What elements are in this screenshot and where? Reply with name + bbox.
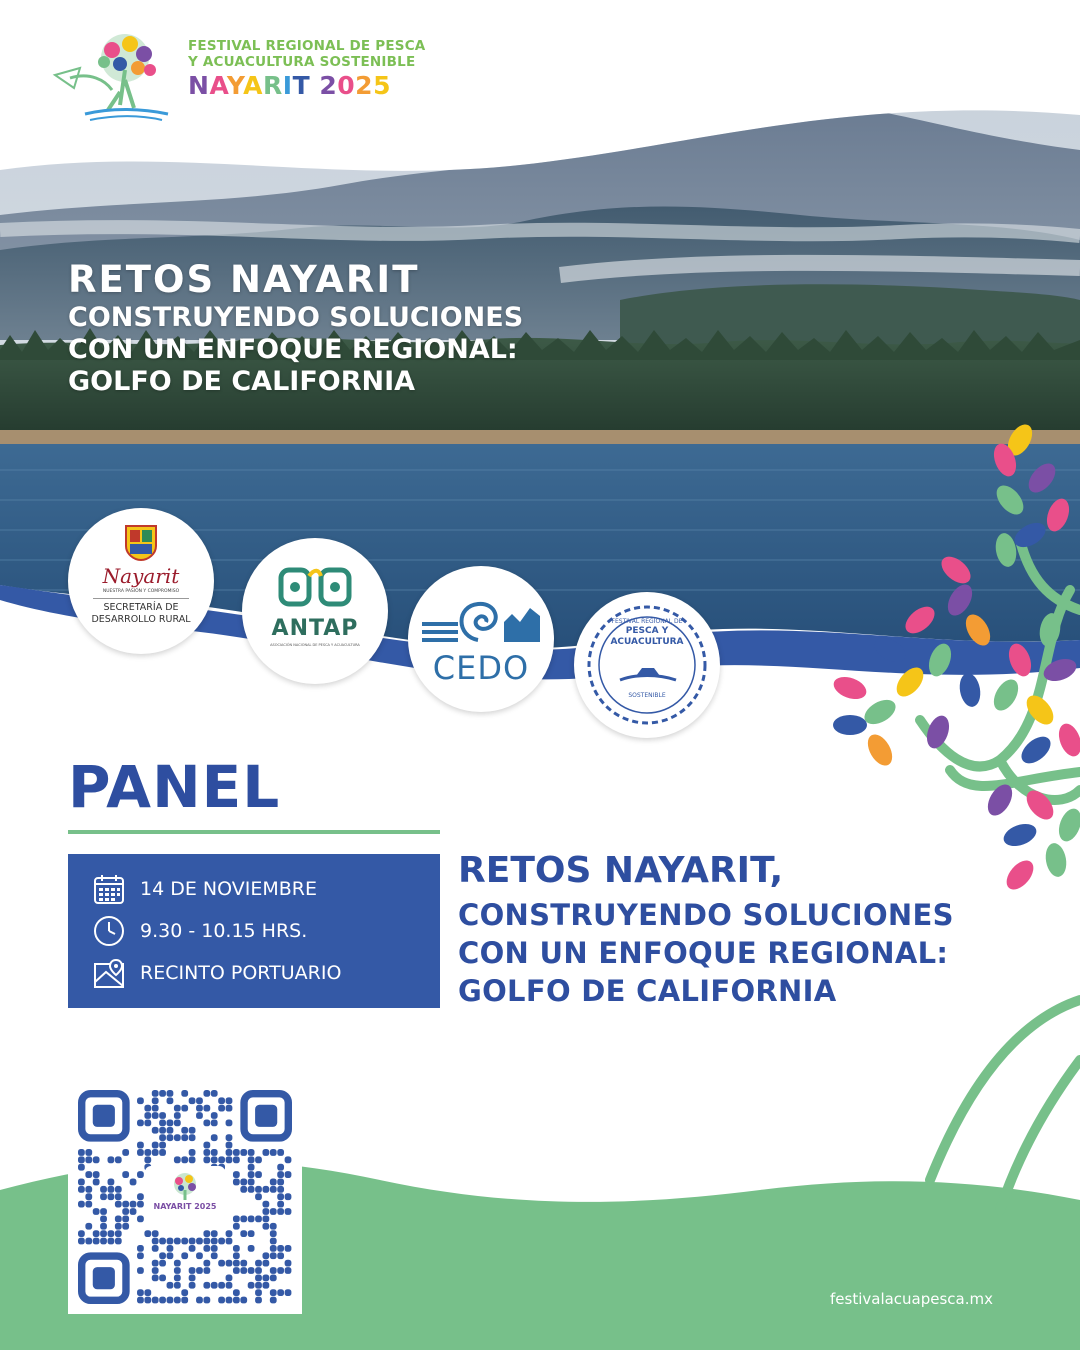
event-subtitle-line2: CON UN ENFOQUE REGIONAL: (458, 936, 949, 970)
clock-icon (92, 914, 126, 948)
hero-subtitle-line3: GOLFO DE CALIFORNIA (68, 366, 416, 397)
tree-logo-icon (50, 30, 180, 125)
partner-logo-nayarit-sder (68, 508, 214, 654)
cedo-wordmark: CEDO (432, 649, 530, 687)
event-info-box (68, 854, 440, 1008)
partner-logo-antap (242, 538, 388, 684)
seal-line1: PESCA Y (625, 626, 669, 636)
qr-code[interactable] (68, 1080, 302, 1314)
festival-name-line2: Y ACUACULTURA SOSTENIBLE (188, 54, 416, 70)
shell-wave-icon (416, 596, 546, 646)
map-icon (92, 956, 126, 990)
hero-title: RETOS NAYARIT (68, 258, 420, 301)
event-subtitle-line3: GOLFO DE CALIFORNIA (458, 974, 837, 1008)
hero-subtitle-line2: CON UN ENFOQUE REGIONAL: (68, 334, 518, 365)
panel-divider (68, 830, 440, 834)
qr-center-logo (145, 1166, 225, 1228)
nayarit-tagline: NUESTRA PASIÓN Y COMPROMISO (102, 589, 180, 594)
event-venue: RECINTO PORTUARIO (140, 962, 342, 984)
event-time-row (92, 914, 307, 948)
decorative-tree-icon (820, 420, 1080, 1220)
panel-heading: PANEL (68, 753, 281, 821)
antap-wordmark: ANTAP (271, 616, 359, 641)
hero-title-block (68, 258, 628, 398)
event-title-block (458, 846, 1058, 1010)
event-date: 14 DE NOVIEMBRE (140, 878, 317, 900)
sder-line1: SECRETARÍA DE (103, 602, 179, 613)
nayarit-wordmark: Nayarit (102, 564, 180, 588)
hero-subtitle-line1: CONSTRUYENDO SOLUCIONES (68, 302, 524, 333)
event-subtitle-line1: CONSTRUYENDO SOLUCIONES (458, 898, 954, 932)
website-link[interactable]: festivalacuapesca.mx (830, 1290, 994, 1308)
festival-year-title: NAYARIT 2025 (188, 71, 391, 100)
antap-tagline: ASOCIACIÓN NACIONAL DE PESCA Y ACUACULTURA (270, 643, 360, 647)
seal-bottom-text: SOSTENIBLE (628, 692, 666, 699)
festival-name-line1: FESTIVAL REGIONAL DE PESCA (188, 38, 426, 54)
coat-of-arms-icon (122, 522, 160, 562)
partner-logo-cedo (408, 566, 554, 712)
event-time: 9.30 - 10.15 HRS. (140, 920, 308, 942)
partner-logo-festival-seal (574, 592, 720, 738)
divider (93, 598, 189, 599)
event-venue-row (92, 956, 341, 990)
event-title: RETOS NAYARIT, (458, 850, 784, 891)
seal-line2: ACUACULTURA (610, 637, 684, 647)
antap-glyph-icon (275, 564, 355, 614)
seal-ring-text: FESTIVAL REGIONAL DE (611, 618, 683, 625)
tree-logo-icon (165, 1172, 205, 1202)
event-date-row (92, 872, 317, 906)
sder-line2: DESARROLLO RURAL (91, 614, 191, 625)
qr-center-label: NAYARIT 2025 (153, 1202, 217, 1211)
festival-logo (50, 30, 430, 125)
calendar-icon (92, 872, 126, 906)
